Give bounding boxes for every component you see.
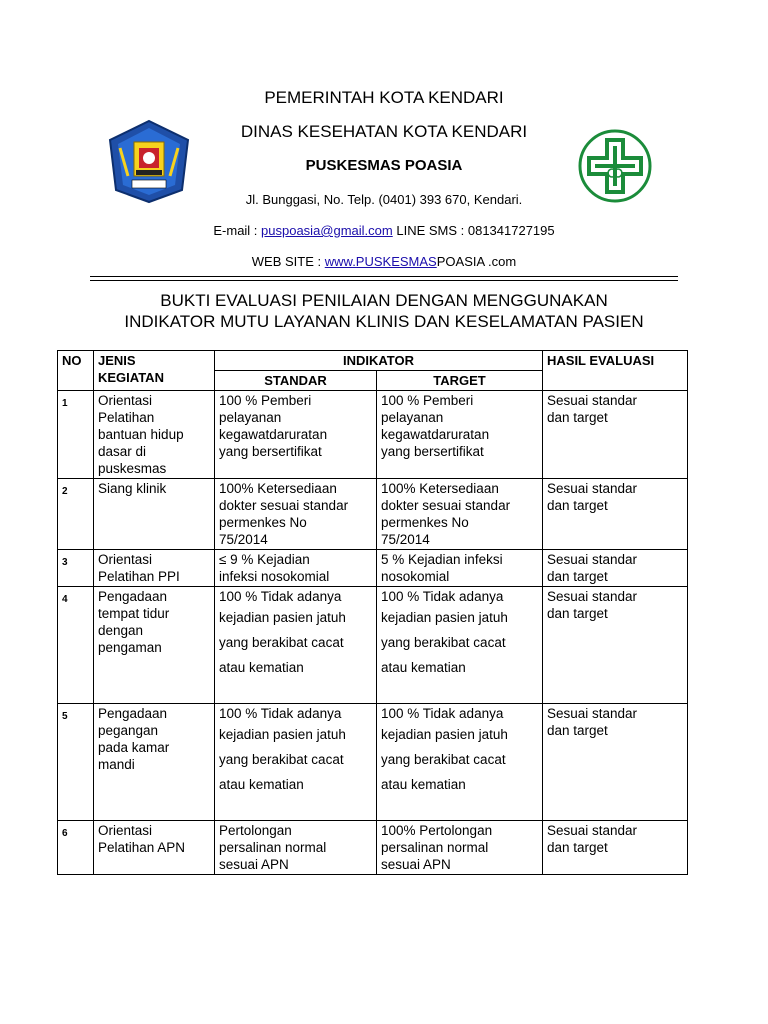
- header-standar: STANDAR: [215, 371, 377, 391]
- cell-kegiatan: [94, 821, 215, 875]
- cell-standar-line: permenkes No: [219, 515, 307, 530]
- cell-target: [377, 391, 543, 479]
- cell-standar-line: 100 % Tidak adanya: [219, 589, 342, 604]
- email-link[interactable]: puspoasia@gmail.com: [261, 223, 393, 238]
- cell-hasil-line: dan target: [547, 498, 608, 513]
- cell-no: 2: [58, 479, 94, 550]
- cell-hasil-line: dan target: [547, 410, 608, 425]
- table-row: [58, 821, 688, 875]
- cell-hasil-line: dan target: [547, 723, 608, 738]
- cell-target: [377, 479, 543, 550]
- cell-no: 5: [58, 704, 94, 821]
- table-row: [58, 479, 688, 550]
- cell-standar-line: atau kematian: [219, 777, 304, 792]
- cell-hasil-line: dan target: [547, 606, 608, 621]
- cell-target-line: 75/2014: [381, 532, 430, 547]
- website-prefix: WEB SITE :: [251, 254, 325, 269]
- cell-kegiatan-line: Pelatihan PPI: [98, 569, 180, 584]
- cell-kegiatan-line: Pengadaan: [98, 589, 168, 604]
- cell-target-line: nosokomial: [381, 569, 450, 584]
- cell-standar-line: ≤ 9 % Kejadian: [219, 552, 310, 567]
- cell-target-line: atau kematian: [381, 777, 466, 792]
- cell-standar-line: 75/2014: [219, 532, 268, 547]
- letterhead-address: Jl. Bunggasi, No. Telp. (0401) 393 670, Kendari.: [245, 192, 523, 207]
- cell-target-line: 100 % Tidak adanya: [381, 706, 504, 721]
- cell-standar-line: yang bersertifikat: [219, 444, 322, 459]
- cell-hasil-line: Sesuai standar: [547, 393, 638, 408]
- cell-target: [377, 550, 543, 587]
- header-indikator: INDIKATOR: [215, 351, 543, 371]
- cell-target-line: kejadian pasien jatuh: [381, 610, 508, 625]
- cell-no: 1: [58, 391, 94, 479]
- table-body: [58, 391, 688, 875]
- evaluation-table: [57, 350, 688, 875]
- cell-hasil: [543, 704, 688, 821]
- table-row: [58, 587, 688, 704]
- cell-target-line: yang berakibat cacat: [381, 752, 506, 767]
- cell-kegiatan-line: pengaman: [98, 640, 162, 655]
- cell-standar-line: kejadian pasien jatuh: [219, 610, 346, 625]
- cell-no: 6: [58, 821, 94, 875]
- cell-no: 4: [58, 587, 94, 704]
- cell-hasil-line: Sesuai standar: [547, 552, 638, 567]
- cell-standar: [215, 704, 377, 821]
- cell-kegiatan-line: Orientasi: [98, 393, 153, 408]
- cell-kegiatan-line: Siang klinik: [98, 481, 167, 496]
- cell-hasil: [543, 479, 688, 550]
- cell-kegiatan-line: dengan: [98, 623, 144, 638]
- cell-standar-line: pelayanan: [219, 410, 282, 425]
- cell-standar: [215, 479, 377, 550]
- cell-target-line: yang berakibat cacat: [381, 635, 506, 650]
- cell-standar-line: dokter sesuai standar: [219, 498, 349, 513]
- cell-kegiatan-line: Pelatihan: [98, 410, 155, 425]
- divider-bottom: [90, 280, 678, 281]
- cell-target-line: yang bersertifikat: [381, 444, 484, 459]
- cell-kegiatan: [94, 704, 215, 821]
- cell-target-line: 5 % Kejadian infeksi: [381, 552, 503, 567]
- cell-standar: [215, 550, 377, 587]
- cell-target: [377, 587, 543, 704]
- cell-hasil-line: dan target: [547, 569, 608, 584]
- header-jenis-kegiatan: [94, 351, 215, 391]
- divider-top: [90, 276, 678, 277]
- cell-target-line: pelayanan: [381, 410, 444, 425]
- cell-standar-line: infeksi nosokomial: [219, 569, 330, 584]
- letterhead-line3: PUSKESMAS POASIA: [305, 157, 463, 174]
- cell-kegiatan-line: Pengadaan: [98, 706, 168, 721]
- cell-kegiatan-line: bantuan hidup: [98, 427, 184, 442]
- cell-target-line: kegawatdaruratan: [381, 427, 490, 442]
- cell-target: [377, 821, 543, 875]
- table-row: [58, 550, 688, 587]
- cell-standar-line: sesuai APN: [219, 857, 289, 872]
- cell-target-line: 100% Pertolongan: [381, 823, 493, 838]
- cell-kegiatan-line: Orientasi: [98, 552, 153, 567]
- cell-target-line: dokter sesuai standar: [381, 498, 511, 513]
- table-row: [58, 704, 688, 821]
- cell-target-line: permenkes No: [381, 515, 469, 530]
- document-title-line1: BUKTI EVALUASI PENILAIAN DENGAN MENGGUNAKAN: [160, 291, 608, 310]
- cell-standar-line: Pertolongan: [219, 823, 292, 838]
- cell-hasil-line: dan target: [547, 840, 608, 855]
- cell-kegiatan: [94, 550, 215, 587]
- cell-kegiatan-line: puskesmas: [98, 461, 167, 476]
- cell-kegiatan-line: pada kamar: [98, 740, 170, 755]
- cell-kegiatan: [94, 587, 215, 704]
- cell-target-line: kejadian pasien jatuh: [381, 727, 508, 742]
- cell-hasil-line: Sesuai standar: [547, 589, 638, 604]
- header-no: NO: [58, 351, 94, 391]
- cell-target: [377, 704, 543, 821]
- letterhead-website: [0, 254, 768, 269]
- cell-standar-line: yang berakibat cacat: [219, 752, 344, 767]
- website-link[interactable]: www.PUSKESMAS: [324, 254, 437, 269]
- cell-hasil-line: Sesuai standar: [547, 823, 638, 838]
- cell-kegiatan-line: tempat tidur: [98, 606, 170, 621]
- cell-target-line: persalinan normal: [381, 840, 489, 855]
- cell-no: 3: [58, 550, 94, 587]
- cell-standar-line: 100% Ketersediaan: [219, 481, 337, 496]
- cell-standar-line: kegawatdaruratan: [219, 427, 328, 442]
- cell-hasil-line: Sesuai standar: [547, 481, 638, 496]
- table-row: [58, 391, 688, 479]
- email-prefix: E-mail :: [213, 223, 262, 238]
- cell-hasil: [543, 821, 688, 875]
- cell-target-line: sesuai APN: [381, 857, 451, 872]
- cell-hasil-line: Sesuai standar: [547, 706, 638, 721]
- cell-hasil: [543, 391, 688, 479]
- cell-standar-line: 100 % Tidak adanya: [219, 706, 342, 721]
- letterhead-line1: PEMERINTAH KOTA KENDARI: [264, 88, 504, 107]
- cell-kegiatan-line: Pelatihan APN: [98, 840, 186, 855]
- cell-standar-line: persalinan normal: [219, 840, 327, 855]
- cell-kegiatan: [94, 391, 215, 479]
- letterhead-line2: DINAS KESEHATAN KOTA KENDARI: [240, 122, 528, 141]
- cell-target-line: 100% Ketersediaan: [381, 481, 499, 496]
- cell-standar-line: atau kematian: [219, 660, 304, 675]
- cell-target-line: 100 % Pemberi: [381, 393, 474, 408]
- header-target: TARGET: [377, 371, 543, 391]
- cell-standar: [215, 391, 377, 479]
- cell-target-line: atau kematian: [381, 660, 466, 675]
- header-hasil-evaluasi: HASIL EVALUASI: [543, 351, 688, 391]
- cell-kegiatan-line: mandi: [98, 757, 135, 772]
- letterhead-contact: [0, 223, 768, 238]
- cell-kegiatan-line: dasar di: [98, 444, 147, 459]
- header-jenis-line2: KEGIATAN: [98, 370, 164, 385]
- cell-hasil: [543, 550, 688, 587]
- cell-kegiatan-line: pegangan: [98, 723, 159, 738]
- document-title-line2: INDIKATOR MUTU LAYANAN KLINIS DAN KESELAMATAN PASIEN: [124, 312, 644, 331]
- website-suffix: POASIA .com: [436, 254, 517, 269]
- cell-kegiatan: [94, 479, 215, 550]
- header-jenis-line1: JENIS: [98, 353, 136, 368]
- cell-standar-line: kejadian pasien jatuh: [219, 727, 346, 742]
- cell-standar-line: 100 % Pemberi: [219, 393, 312, 408]
- cell-standar: [215, 587, 377, 704]
- cell-target-line: 100 % Tidak adanya: [381, 589, 504, 604]
- cell-kegiatan-line: Orientasi: [98, 823, 153, 838]
- cell-standar-line: yang berakibat cacat: [219, 635, 344, 650]
- cell-standar: [215, 821, 377, 875]
- cell-hasil: [543, 587, 688, 704]
- line-sms: LINE SMS : 081341727195: [392, 223, 555, 238]
